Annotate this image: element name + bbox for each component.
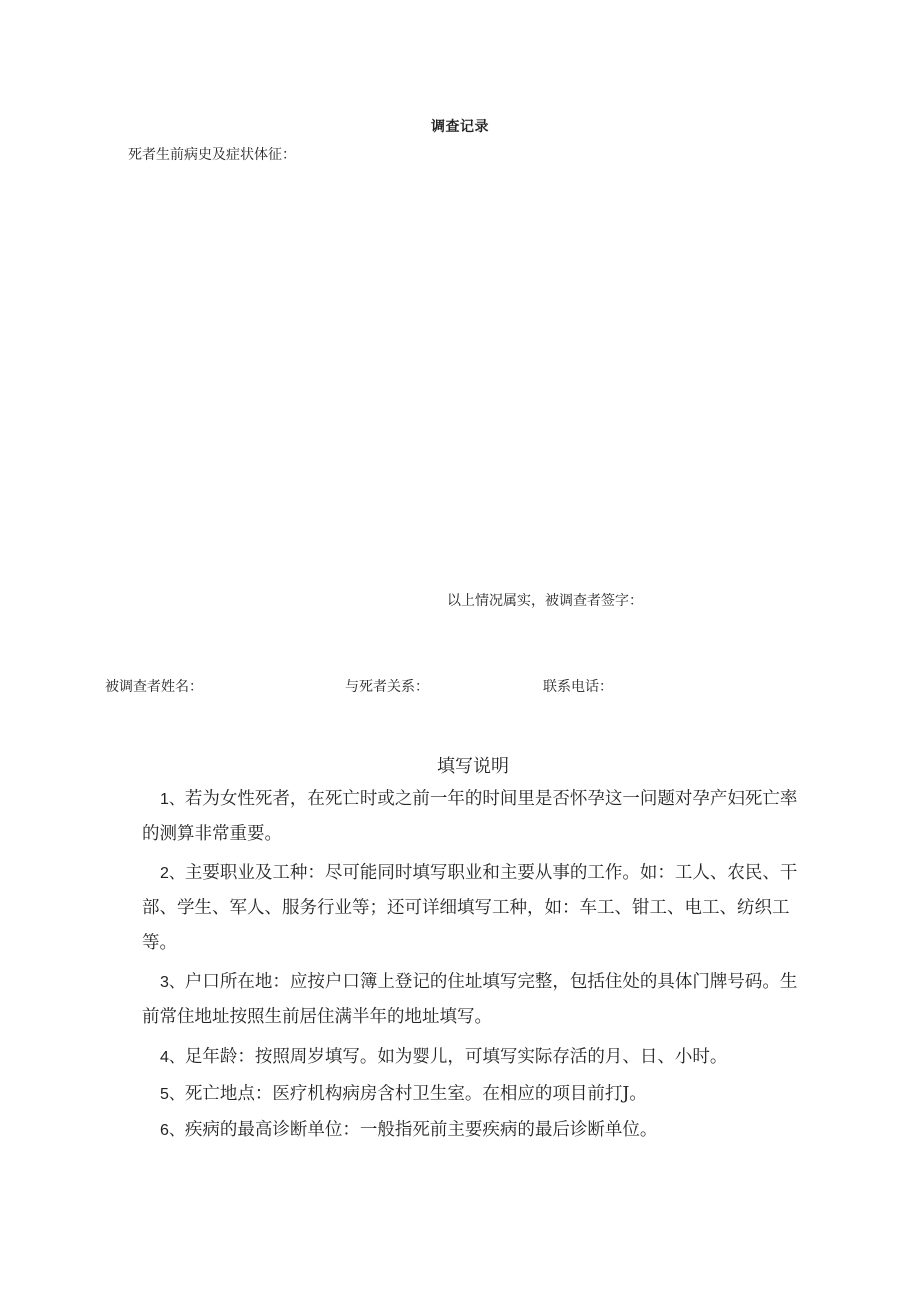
instruction-text: 疾病的最高诊断单位：一般指死前主要疾病的最后诊断单位。	[184, 1120, 658, 1140]
instruction-item	[142, 1113, 812, 1148]
instruction-number: 1、	[160, 791, 185, 808]
instruction-item	[142, 1040, 812, 1075]
instructions-title: 填写说明	[437, 756, 509, 777]
instruction-number: 5、	[160, 1086, 185, 1103]
instruction-text: 死亡地点：医疗机构病房含村卫生室。在相应的项目前打J。	[184, 1084, 647, 1104]
instruction-text: 若为女性死者，在死亡时或之前一年的时间里是否怀孕这一问题对孕产妇死亡率的测算非常重要。	[142, 789, 798, 844]
page-title: 调查记录	[431, 119, 489, 135]
instruction-text: 户口所在地：应按户口簿上登记的住址填写完整，包括住处的具体门牌号码。生前常住地址按照生前居住满半年的地址填写。	[142, 972, 798, 1027]
instruction-number: 2、	[160, 865, 185, 882]
instruction-number: 4、	[160, 1049, 185, 1066]
signature-label: 以上情况属实，被调查者签字：	[447, 593, 643, 609]
instruction-item	[142, 965, 812, 1035]
relation-label: 与死者关系：	[345, 679, 429, 695]
respondent-name-label: 被调查者姓名：	[105, 679, 203, 695]
medical-history-label: 死者生前病史及症状体征：	[128, 147, 296, 163]
instruction-number: 6、	[160, 1122, 185, 1139]
phone-label: 联系电话：	[543, 679, 613, 695]
instruction-text: 足年龄：按照周岁填写。如为婴儿，可填写实际存活的月、日、小时。	[184, 1047, 728, 1067]
instruction-item	[142, 782, 812, 852]
instruction-number: 3、	[160, 974, 185, 991]
instruction-text: 主要职业及工种：尽可能同时填写职业和主要从事的工作。如：工人、农民、干部、学生、军人、服务行业等；还可详细填写工种，如：车工、钳工、电工、纺织工等。	[142, 863, 798, 953]
instruction-item	[142, 856, 812, 961]
instruction-item	[142, 1077, 812, 1112]
